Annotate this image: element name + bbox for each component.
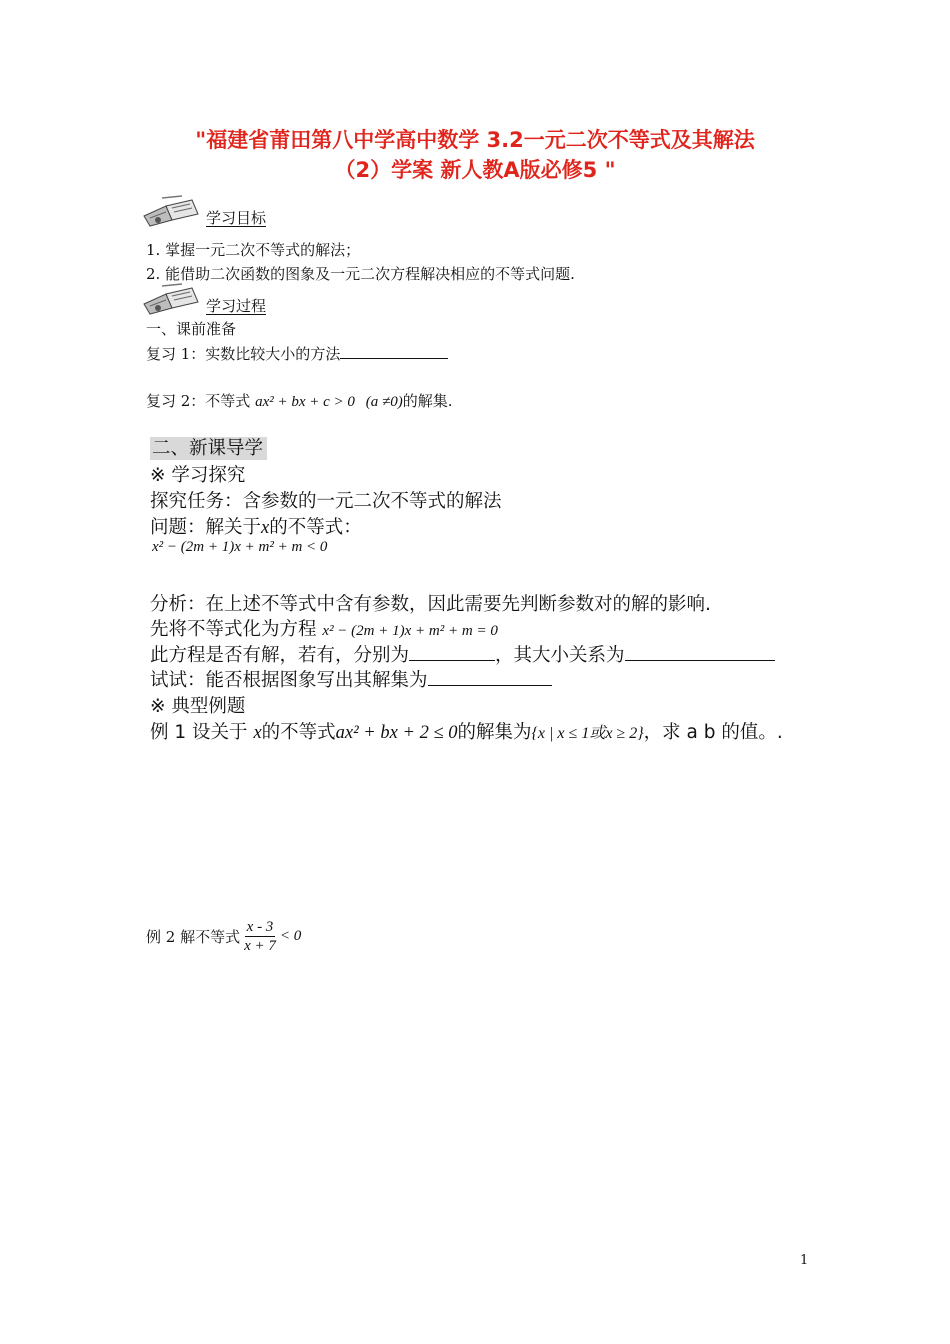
example-1-mid2: 的解集为 — [457, 722, 532, 743]
examples-heading: ※ 典型例题 — [150, 696, 246, 717]
question-var: x — [261, 518, 270, 538]
example-1-var: x — [253, 723, 262, 743]
example-1-set: {x | x ≤ 1或x ≥ 2} — [531, 725, 644, 742]
analysis-text: 分析：在上述不等式中含有参数，因此需要先判断参数对的解的影响. — [150, 594, 711, 615]
review-1-text: 复习 1：实数比较大小的方法 — [146, 345, 341, 363]
roots-blank — [409, 643, 495, 661]
open-book-icon — [142, 282, 200, 316]
open-book-icon — [142, 194, 200, 228]
roots-prefix: 此方程是否有解，若有，分别为 — [150, 645, 410, 666]
part2-heading — [150, 434, 267, 460]
review-2-prefix: 复习 2：不等式 — [146, 392, 251, 410]
example-2-fraction — [244, 918, 276, 955]
example-1-math: ax² + bx + 2 ≤ 0 — [335, 723, 458, 743]
question-inequality: x² − (2m + 1)x + m² + m < 0 — [152, 539, 328, 555]
question-prefix: 问题：解关于 — [150, 517, 262, 538]
example-1 — [150, 718, 783, 744]
example-2 — [146, 918, 301, 955]
part2-heading-text: 二、新课导学 — [150, 437, 267, 460]
review-1-blank — [340, 343, 448, 359]
solution-set-blank — [428, 668, 552, 686]
example-1-suffix: ，求 a b 的值。. — [643, 722, 783, 743]
try-line — [150, 666, 552, 692]
review-2-condition: (a ≠0) — [365, 394, 403, 410]
document-title-line1: "福建省莆田第八中学高中数学 3.2一元二次不等式及其解法 — [195, 128, 755, 152]
page-number: 1 — [800, 1253, 809, 1268]
example-2-relation: < 0 — [279, 928, 302, 944]
example-2-denominator: x + 7 — [244, 938, 276, 954]
explore-heading: ※ 学习探究 — [150, 465, 246, 486]
review-2-suffix: 的解集. — [402, 392, 453, 410]
example-2-numerator: x - 3 — [246, 919, 274, 935]
convert-prefix: 先将不等式化为方程 — [150, 619, 317, 640]
convert-equation: x² − (2m + 1)x + m² + m = 0 — [322, 623, 498, 639]
review-2-math: ax² + bx + c > 0 — [255, 394, 355, 410]
objective-item-2: 2. 能借助二次函数的图象及一元二次方程解决相应的不等式问题. — [146, 265, 575, 283]
part1-heading: 一、课前准备 — [146, 320, 237, 338]
explore-task: 探究任务：含参数的一元二次不等式的解法 — [150, 491, 502, 512]
example-1-mid: 的不等式 — [261, 722, 336, 743]
review-2 — [146, 390, 452, 411]
question-suffix: 的不等式： — [269, 517, 362, 538]
question — [150, 513, 362, 539]
example-1-prefix: 例 1 设关于 — [150, 722, 248, 743]
relation-blank — [625, 643, 775, 661]
try-prefix: 试试：能否根据图象写出其解集为 — [150, 670, 428, 691]
objective-item-1: 1. 掌握一元二次不等式的解法； — [146, 241, 361, 259]
objectives-header — [142, 194, 266, 228]
convert-line — [150, 615, 498, 641]
process-header — [142, 282, 266, 316]
roots-middle: ，其大小关系为 — [495, 645, 625, 666]
objectives-heading: 学习目标 — [206, 209, 267, 227]
example-2-prefix: 例 2 解不等式 — [146, 928, 241, 946]
roots-line — [150, 641, 775, 667]
process-heading: 学习过程 — [206, 297, 267, 315]
review-1 — [146, 343, 448, 364]
document-title-line2: （2）学案 新人教A版必修5 " — [334, 158, 616, 182]
